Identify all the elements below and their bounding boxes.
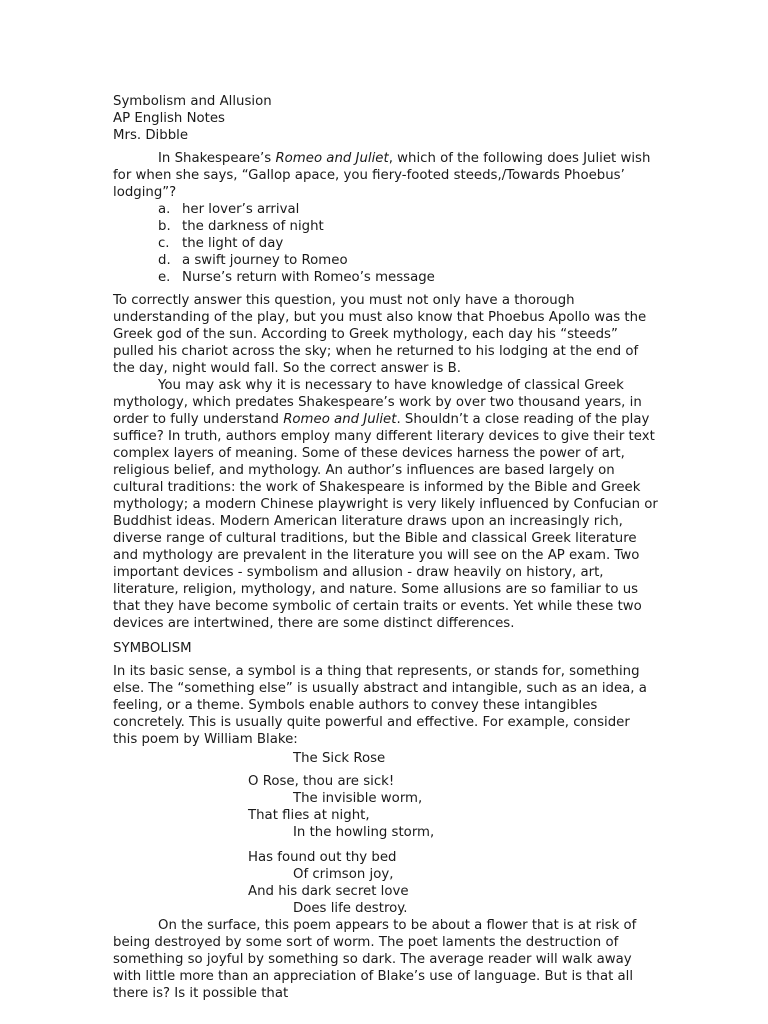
symbol-paragraph: In its basic sense, a symbol is a thing that represents, or stands for, something else. The “something else” is usually abstract and intangible, such as an idea, a feeling, or a theme. Symbols enable authors to convey these intangibles concretely. This is usually quite powerful and effective. For example, consider this poem by William Blake:	[113, 664, 647, 747]
play-title: Romeo and Juliet	[283, 412, 397, 427]
poem	[113, 750, 658, 917]
poem-line: In the howling storm,	[293, 825, 435, 840]
closing-paragraph: On the surface, this poem appears to be about a flower that is at risk of being destroyed by some sort of worm. The poet laments the destruction of something so joyful by something so dark. The average reader will walk away with little more than an appreciation of Blake’s use of language. But is that all there is? Is it possible that	[113, 918, 637, 1001]
knowledge-paragraph: You may ask why it is necessary to have knowledge of classical Greek mythology, which predates Shakespeare’s work by over two thousand years, in order to fully understand Romeo and Juliet. Shouldn’t a close reading of the play suffice? In truth, authors employ many different literary devices to give their text complex layers of meaning. Some of these devices harness the power of art, religious belief, and mythology. An author’s influences are based largely on cultural traditions: the work of Shakespeare is informed by the Bible and Greek mythology; a modern Chinese playwright is very likely influenced by Confucian or Buddhist ideas. Modern American literature draws upon an increasingly rich, diverse range of cultural traditions, but the Bible and classical Greek literature and mythology are prevalent in the literature you will see on the AP exam. Two important devices - symbolism and allusion - draw heavily on history, art, literature, religion, mythology, and nature. Some allusions are so familiar to us that they have become symbolic of certain traits or events. Yet while these two devices are intertwined, there are some distinct differences.	[113, 378, 658, 631]
poem-title: The Sick Rose	[293, 751, 386, 766]
list-item: a. her lover’s arrival	[158, 202, 300, 217]
poem-stanza	[113, 849, 658, 917]
teacher-name: Mrs. Dibble	[113, 128, 189, 143]
notes-header	[113, 93, 658, 144]
answer-choices	[113, 201, 658, 286]
document-title: Symbolism and Allusion	[113, 94, 272, 109]
poem-line: The invisible worm,	[293, 791, 423, 806]
poem-line: Has found out thy bed	[248, 850, 397, 865]
list-item: d. a swift journey to Romeo	[158, 253, 348, 268]
section-heading: SYMBOLISM	[113, 641, 192, 656]
list-item: c. the light of day	[158, 236, 284, 251]
document-body	[113, 93, 658, 1002]
poem-line: Of crimson joy,	[293, 867, 394, 882]
poem-line: O Rose, thou are sick!	[248, 774, 395, 789]
poem-stanza	[113, 773, 658, 841]
list-item: e. Nurse’s return with Romeo’s message	[158, 270, 435, 285]
list-item: b. the darkness of night	[158, 219, 324, 234]
poem-line: And his dark secret love	[248, 884, 409, 899]
question-intro: In Shakespeare’s Romeo and Juliet, which of the following does Juliet wish for when she says, “Gallop apace, you fiery-footed steeds,/Towards Phoebus’ lodging”?	[113, 151, 651, 200]
poem-line: Does life destroy.	[293, 901, 408, 916]
play-title: Romeo and Juliet	[275, 151, 389, 166]
answer-paragraph: To correctly answer this question, you must not only have a thorough understanding of the play, but you must also know that Phoebus Apollo was the Greek god of the sun. According to Greek mythology, each day his “steeds” pulled his chariot across the sky; when he returned to his lodging at the end of the day, night would fall. So the correct answer is B.	[113, 293, 647, 376]
poem-line: That flies at night,	[248, 808, 370, 823]
course-name: AP English Notes	[113, 111, 225, 126]
